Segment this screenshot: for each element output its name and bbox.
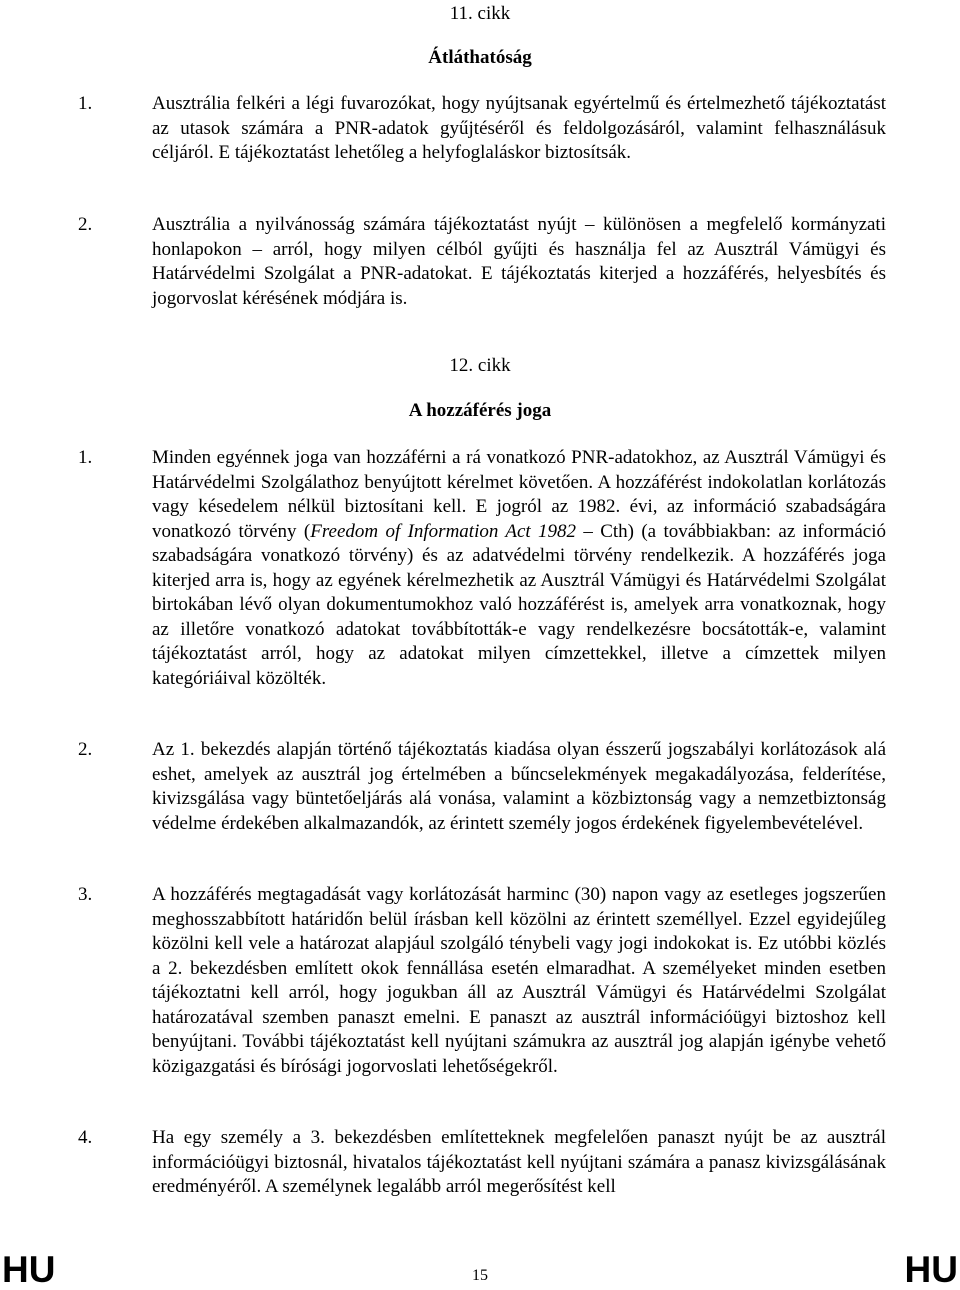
page-number: 15 (472, 1267, 488, 1284)
article-11-paragraph-1 (78, 92, 886, 166)
paragraph-number: 1. (78, 447, 93, 468)
paragraph-number: 1. (78, 93, 93, 114)
article-12-title: A hozzáférés joga (408, 400, 552, 421)
article-12-number: 12. cikk (449, 355, 511, 376)
article-11-number: 11. cikk (449, 3, 511, 24)
article-12-paragraph-1 (78, 446, 886, 691)
paragraph-text: Ausztrália felkéri a légi fuvarozókat, hogy nyújtsanak egyértelmű és értelmezhető tájékoztatást az utasok számára a PNR-adatok gyűjtéséről és feldolgozásáról, valamint felhasználásuk céljáról. E tájékoztatást lehetőleg a helyfoglaláskor biztosítsák. (152, 93, 886, 163)
footer-language-left: HU (2, 1249, 56, 1290)
paragraph-text-end: Cth) (a továbbiakban: az információ szabadságára vonatkozó törvény) és az adatvédelmi törvény rendelkezik. A hozzáférés joga kiterjed arra is, hogy az egyének kérelmezhetik az Ausztrál Vámügyi és Határvédelmi Szolgálat birtokában lévő olyan dokumentumokhoz való hozzáférést is, amelyek arra vonatkoznak, hogy az illetőre vonatkozó adatokat továbbították-e vagy rendelkezésre bocsátották-e, valamint tájékoztatást arról, hogy az adatokat milyen címzettekkel, illetve a címzettek milyen kategóriáival közölték. (152, 520, 887, 689)
article-12-paragraph-3 (78, 883, 886, 1079)
paragraph-text: Ausztrália a nyilvánosság számára tájékoztatást nyújt – különösen a megfelelő kormányzati honlapokon – arról, hogy milyen célból gyűjti és használja fel az Ausztrál Vámügyi és Határvédelmi Szolgálat a PNR-adatokat. E tájékoztatás kiterjed a hozzáférés, helyesbítés és jogorvoslat kérésének módjára is. (152, 214, 886, 309)
paragraph-number: 4. (78, 1127, 93, 1148)
article-12-paragraph-2 (78, 738, 886, 836)
paragraph-text: Az 1. bekezdés alapján történő tájékoztatás kiadása olyan ésszerű jogszabályi korlátozások alá eshet, amelyek az ausztrál jog értelmében a bűncselekmények megakadályozása, felderítése, kivizsgálása vagy büntetőeljárás alá vonása, valamint a közbiztonság vagy a nemzetbiztonság védelme érdekében alkalmazandók, az érintett személy jogos érdekének figyelembevételével. (152, 739, 886, 834)
paragraph-number: 2. (78, 214, 93, 235)
paragraph-text (152, 446, 886, 691)
article-11-paragraph-2 (78, 213, 886, 311)
paragraph-text: Ha egy személy a 3. bekezdésben említetteknek megfelelően panaszt nyújt be az ausztrál információügyi biztosnál, hivatalos tájékoztatást kell nyújtani számára a panasz kivizsgálásának eredményéről. A személynek legalább arról megerősítést kell (152, 1127, 886, 1197)
paragraph-text: A hozzáférés megtagadását vagy korlátozását harminc (30) napon vagy az esetleges jogszerűen meghosszabbított határidőn belül írásban kell közölni az érintett személlyel. Ezzel egyidejűleg közölni kell vele a határozat alapjául szolgáló ténybeli vagy jogi indokokat is. Ez utóbbi közlés a 2. bekezdésben említett okok fennállása esetén elmaradhat. A személyeket minden esetben tájékoztatni kell arról, hogy jogukban áll az Ausztrál Vámügyi és Határvédelmi Szolgálat határozatával szemben panaszt emelni. E panaszt az ausztrál információügyi biztoshoz kell benyújtani. További tájékoztatást kell nyújtani számukra az ausztrál jog alapján igénybe vehető közigazgatási és bírósági jogorvoslati lehetőségekről. (152, 884, 886, 1077)
footer-language-right: HU (904, 1249, 958, 1290)
article-11-title: Átláthatóság (428, 47, 532, 68)
paragraph-text-start: Minden egyénnek joga van hozzáférni a rá vonatkozó PNR-adatokhoz, az Ausztrál Vámügyi és Határvédelmi Szolgálathoz benyújtott kérelmet követően. A hozzáférést indokolatlan korlátozás vagy késedelem nélkül biztosítani kell. E jogról az 1982. évi, az információ szabadságára vonatkozó törvény ( (152, 447, 886, 542)
act-title-italic: Freedom of Information Act 1982 – (310, 520, 593, 542)
paragraph-number: 3. (78, 884, 93, 905)
paragraph-number: 2. (78, 739, 93, 760)
article-12-paragraph-4 (78, 1126, 886, 1200)
